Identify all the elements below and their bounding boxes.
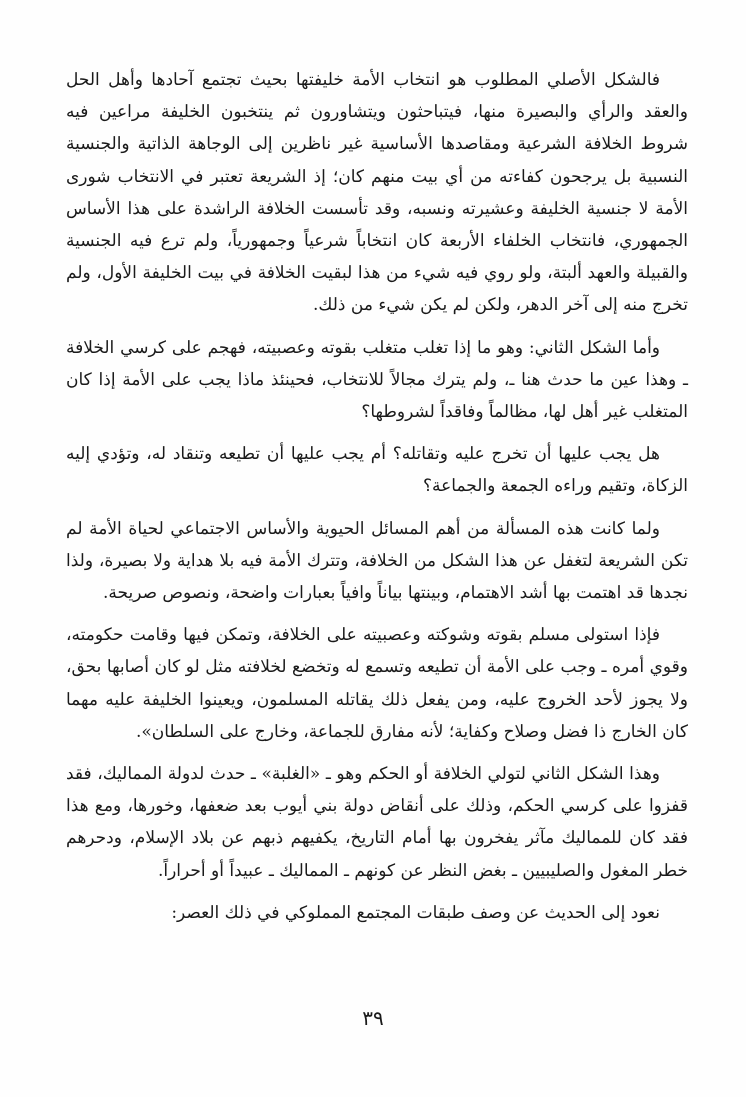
paragraph-1: فالشكل الأصلي المطلوب هو انتخاب الأمة خليفتها بحيث تجتمع آحادها وأهل الحل والعقد والرأي والبصيرة منها، فيتباحثون ويتشاورون ثم ينتخبون الخليفة مراعين فيه شروط الخلافة الشرعية ومقاصدها الأساسية غير ناظرين إلى الوجاهة الذاتية والجنسية النسبية بل يرجحون كفاءته من أي بيت منهم كان؛ إذ الشريعة تعتبر في الانتخاب شورى الأمة لا جنسية الخليفة وعشيرته ونسبه، وقد تأسست الخلافة الراشدة على هذا الأساس الجمهوري، فانتخاب الخلفاء الأربعة كان انتخاباً شرعياً وجمهورياً، ولم ترع فيه الجنسية والقبيلة والعهد ألبتة، ولو روي فيه شيء من هذا لبقيت الخلافة في بيت الخليفة الأول، ولم تخرج منه إلى آخر الدهر، ولكن لم يكن شيء من ذلك. <box>66 70 688 316</box>
paragraph-2: وأما الشكل الثاني: وهو ما إذا تغلب متغلب بقوته وعصبيته، فهجم على كرسي الخلافة ـ وهذا عين ما حدث هنا ـ، ولم يترك مجالاً للانتخاب، فحينئذ ماذا يجب على الأمة إذا كان المتغلب غير أهل لها، مظالماً وفاقداً لشروطها؟ <box>66 337 688 423</box>
paragraph-3: هل يجب عليها أن تخرج عليه وتقاتله؟ أم يجب عليها أن تطيعه وتنقاد له، وتؤدي إليه الزكاة، وتقيم وراءه الجمعة والجماعة؟ <box>66 444 688 497</box>
paragraph-7: نعود إلى الحديث عن وصف طبقات المجتمع المملوكي في ذلك العصر: <box>171 902 660 923</box>
paragraph-6: وهذا الشكل الثاني لتولي الخلافة أو الحكم وهو ـ «الغلبة» ـ حدث لدولة المماليك، فقد قفزوا على كرسي الحكم، وذلك على أنقاض دولة بني أيوب بعد ضعفها، وخورها، ومع هذا فقد كان للمماليك مآثر يفخرون بها أمام التاريخ، يكفيهم ذبهم عن بلاد الإسلام، ودحرهم خطر المغول والصليبيين ـ بغض النظر عن كونهم ـ المماليك ـ عبيداً أو أحراراً. <box>66 764 688 881</box>
page-number: ٣٩ <box>362 1006 384 1030</box>
body-text <box>66 64 688 939</box>
paragraph-4: ولما كانت هذه المسألة من أهم المسائل الحيوية والأساس الاجتماعي لحياة الأمة لم تكن الشريعة لتغفل عن هذا الشكل من الخلافة، وتترك الأمة فيه بلا هداية ولا بصيرة، ولذا نجدها قد اهتمت بها أشد الاهتمام، وبينتها بياناً وافياً بعبارات واضحة، ونصوص صريحة. <box>66 518 688 604</box>
paragraph-5: فإذا استولى مسلم بقوته وشوكته وعصبيته على الخلافة، وتمكن فيها وقامت حكومته، وقوي أمره ـ وجب على الأمة أن تطيعه وتسمع له وتخضع لخلافته مثل لو كان أصابها بحق، ولا يجوز لأحد الخروج عليه، ومن يفعل ذلك يقاتله المسلمون، ويعينوا الخليفة عليه مهما كان الخارج ذا فضل وصلاح وكفاية؛ لأنه مفارق للجماعة، وخارج على السلطان». <box>66 625 688 742</box>
